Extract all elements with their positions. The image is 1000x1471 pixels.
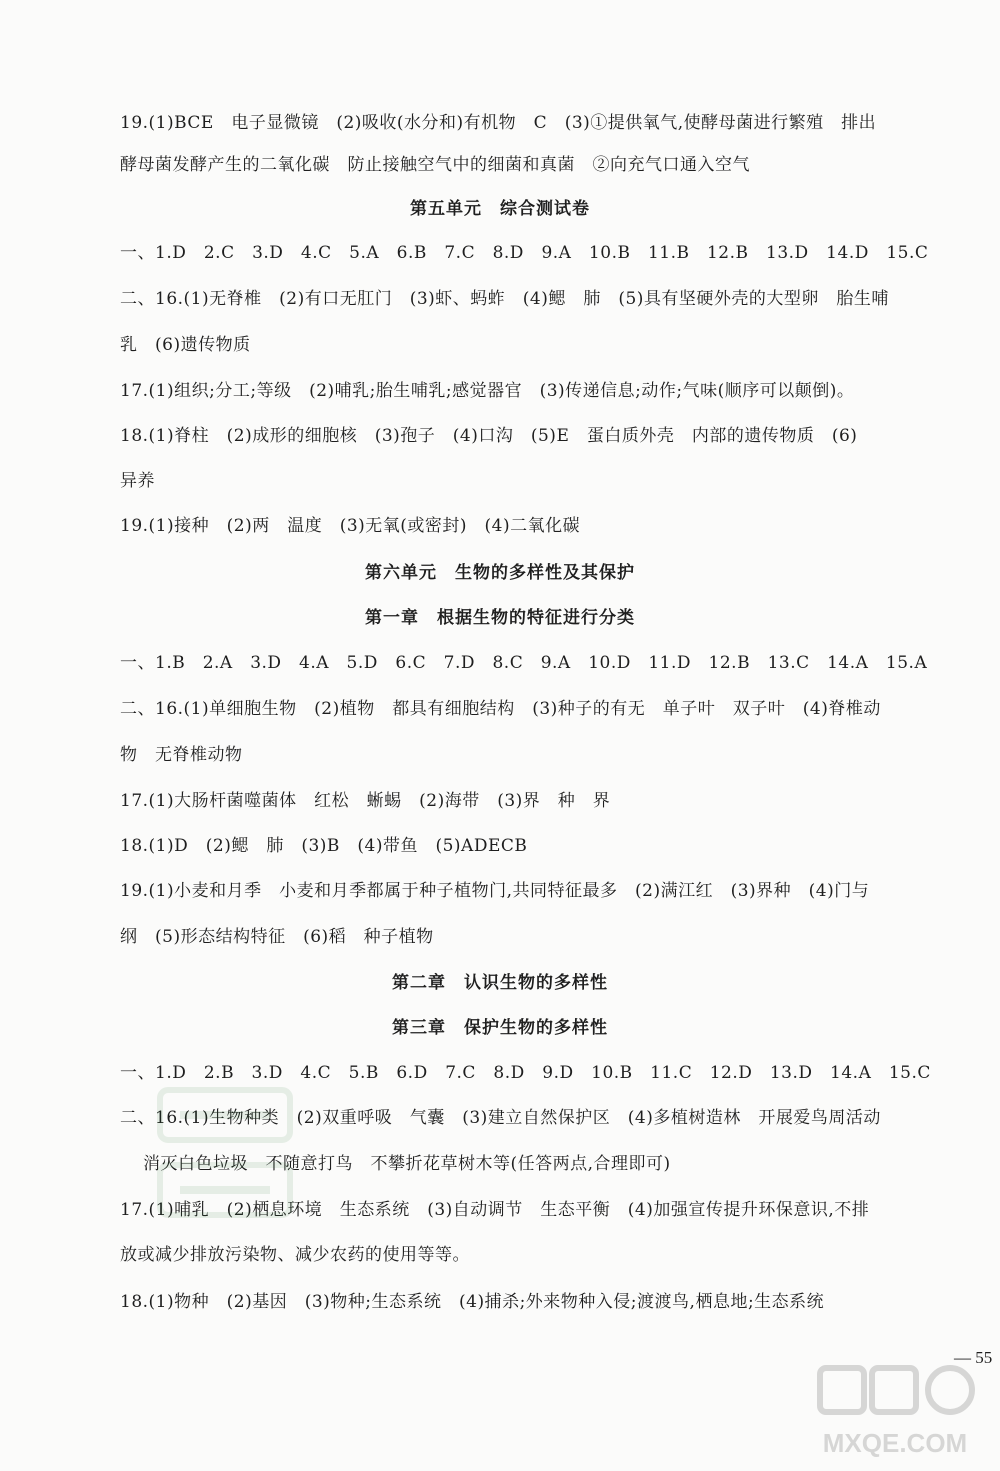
answer-line: 一、1.D 2.C 3.D 4.C 5.A 6.B 7.C 8.D 9.A 10.B 11.B 12.B 13.D 14.D 15.C — [120, 243, 929, 263]
answer-line: 18.(1)物种 (2)基因 (3)物种;生态系统 (4)捕杀;外来物种入侵;渡渡鸟,栖息地;生态系统 — [120, 1292, 825, 1312]
answer-line: 17.(1)大肠杆菌噬菌体 红松 蜥蜴 (2)海带 (3)界 种 界 — [120, 791, 611, 811]
answer-line: 19.(1)接种 (2)两 温度 (3)无氧(或密封) (4)二氧化碳 — [120, 516, 581, 536]
watermark-logo-icon — [800, 1360, 990, 1460]
answer-line: 二、16.(1)单细胞生物 (2)植物 都具有细胞结构 (3)种子的有无 单子叶 双子叶 (4)脊椎动 — [120, 699, 881, 719]
watermark-text: MXQE.COM — [822, 1428, 968, 1458]
answer-line: 消灭白色垃圾 不随意打鸟 不攀折花草树木等(任答两点,合理即可) — [143, 1154, 671, 1174]
watermark-stamp-icon — [150, 1080, 310, 1230]
answer-line: 酵母菌发酵产生的二氧化碳 防止接触空气中的细菌和真菌 ②向充气口通入空气 — [120, 155, 750, 175]
answer-line: 乳 (6)遗传物质 — [120, 335, 251, 355]
answer-line: 19.(1)小麦和月季 小麦和月季都属于种子植物门,共同特征最多 (2)满江红 (3)界种 (4)门与 — [120, 881, 870, 901]
chapter-heading: 第三章 保护生物的多样性 — [392, 1018, 608, 1038]
answer-line: 物 无脊椎动物 — [120, 745, 243, 765]
answer-line: 二、16.(1)无脊椎 (2)有口无肛门 (3)虾、蚂蚱 (4)鳃 肺 (5)具有坚硬外壳的大型卵 胎生哺 — [120, 289, 889, 309]
answer-line: 放或减少排放污染物、减少农药的使用等等。 — [120, 1245, 470, 1265]
page-number: — 55 — [954, 1348, 993, 1367]
answer-line: 18.(1)D (2)鳃 肺 (3)B (4)带鱼 (5)ADECB — [120, 836, 528, 856]
answer-line: 18.(1)脊柱 (2)成形的细胞核 (3)孢子 (4)口沟 (5)E 蛋白质外壳 内部的遗传物质 (6) — [120, 426, 858, 446]
answer-line: 一、1.D 2.B 3.D 4.C 5.B 6.D 7.C 8.D 9.D 10.B 11.C 12.D 13.D 14.A 15.C — [120, 1063, 931, 1083]
answer-line: 一、1.B 2.A 3.D 4.A 5.D 6.C 7.D 8.C 9.A 10.D 11.D 12.B 13.C 14.A 15.A — [120, 653, 928, 673]
chapter-heading: 第二章 认识生物的多样性 — [392, 973, 608, 993]
answer-line: 纲 (5)形态结构特征 (6)稻 种子植物 — [120, 927, 434, 947]
answer-line: 异养 — [120, 471, 155, 491]
section-heading: 第五单元 综合测试卷 — [410, 199, 590, 219]
answer-line: 19.(1)BCE 电子显微镜 (2)吸收(水分和)有机物 C (3)①提供氧气,使酵母菌进行繁殖 排出 — [120, 113, 877, 133]
section-heading: 第六单元 生物的多样性及其保护 — [365, 563, 635, 583]
chapter-heading: 第一章 根据生物的特征进行分类 — [365, 608, 635, 628]
answer-line: 17.(1)哺乳 (2)栖息环境 生态系统 (3)自动调节 生态平衡 (4)加强宣传提升环保意识,不排 — [120, 1200, 870, 1220]
answer-line: 二、16.(1)生物种类 (2)双重呼吸 气囊 (3)建立自然保护区 (4)多植树造林 开展爱鸟周活动 — [120, 1108, 881, 1128]
answer-line: 17.(1)组织;分工;等级 (2)哺乳;胎生哺乳;感觉器官 (3)传递信息;动作;气味(顺序可以颠倒)。 — [120, 381, 855, 401]
